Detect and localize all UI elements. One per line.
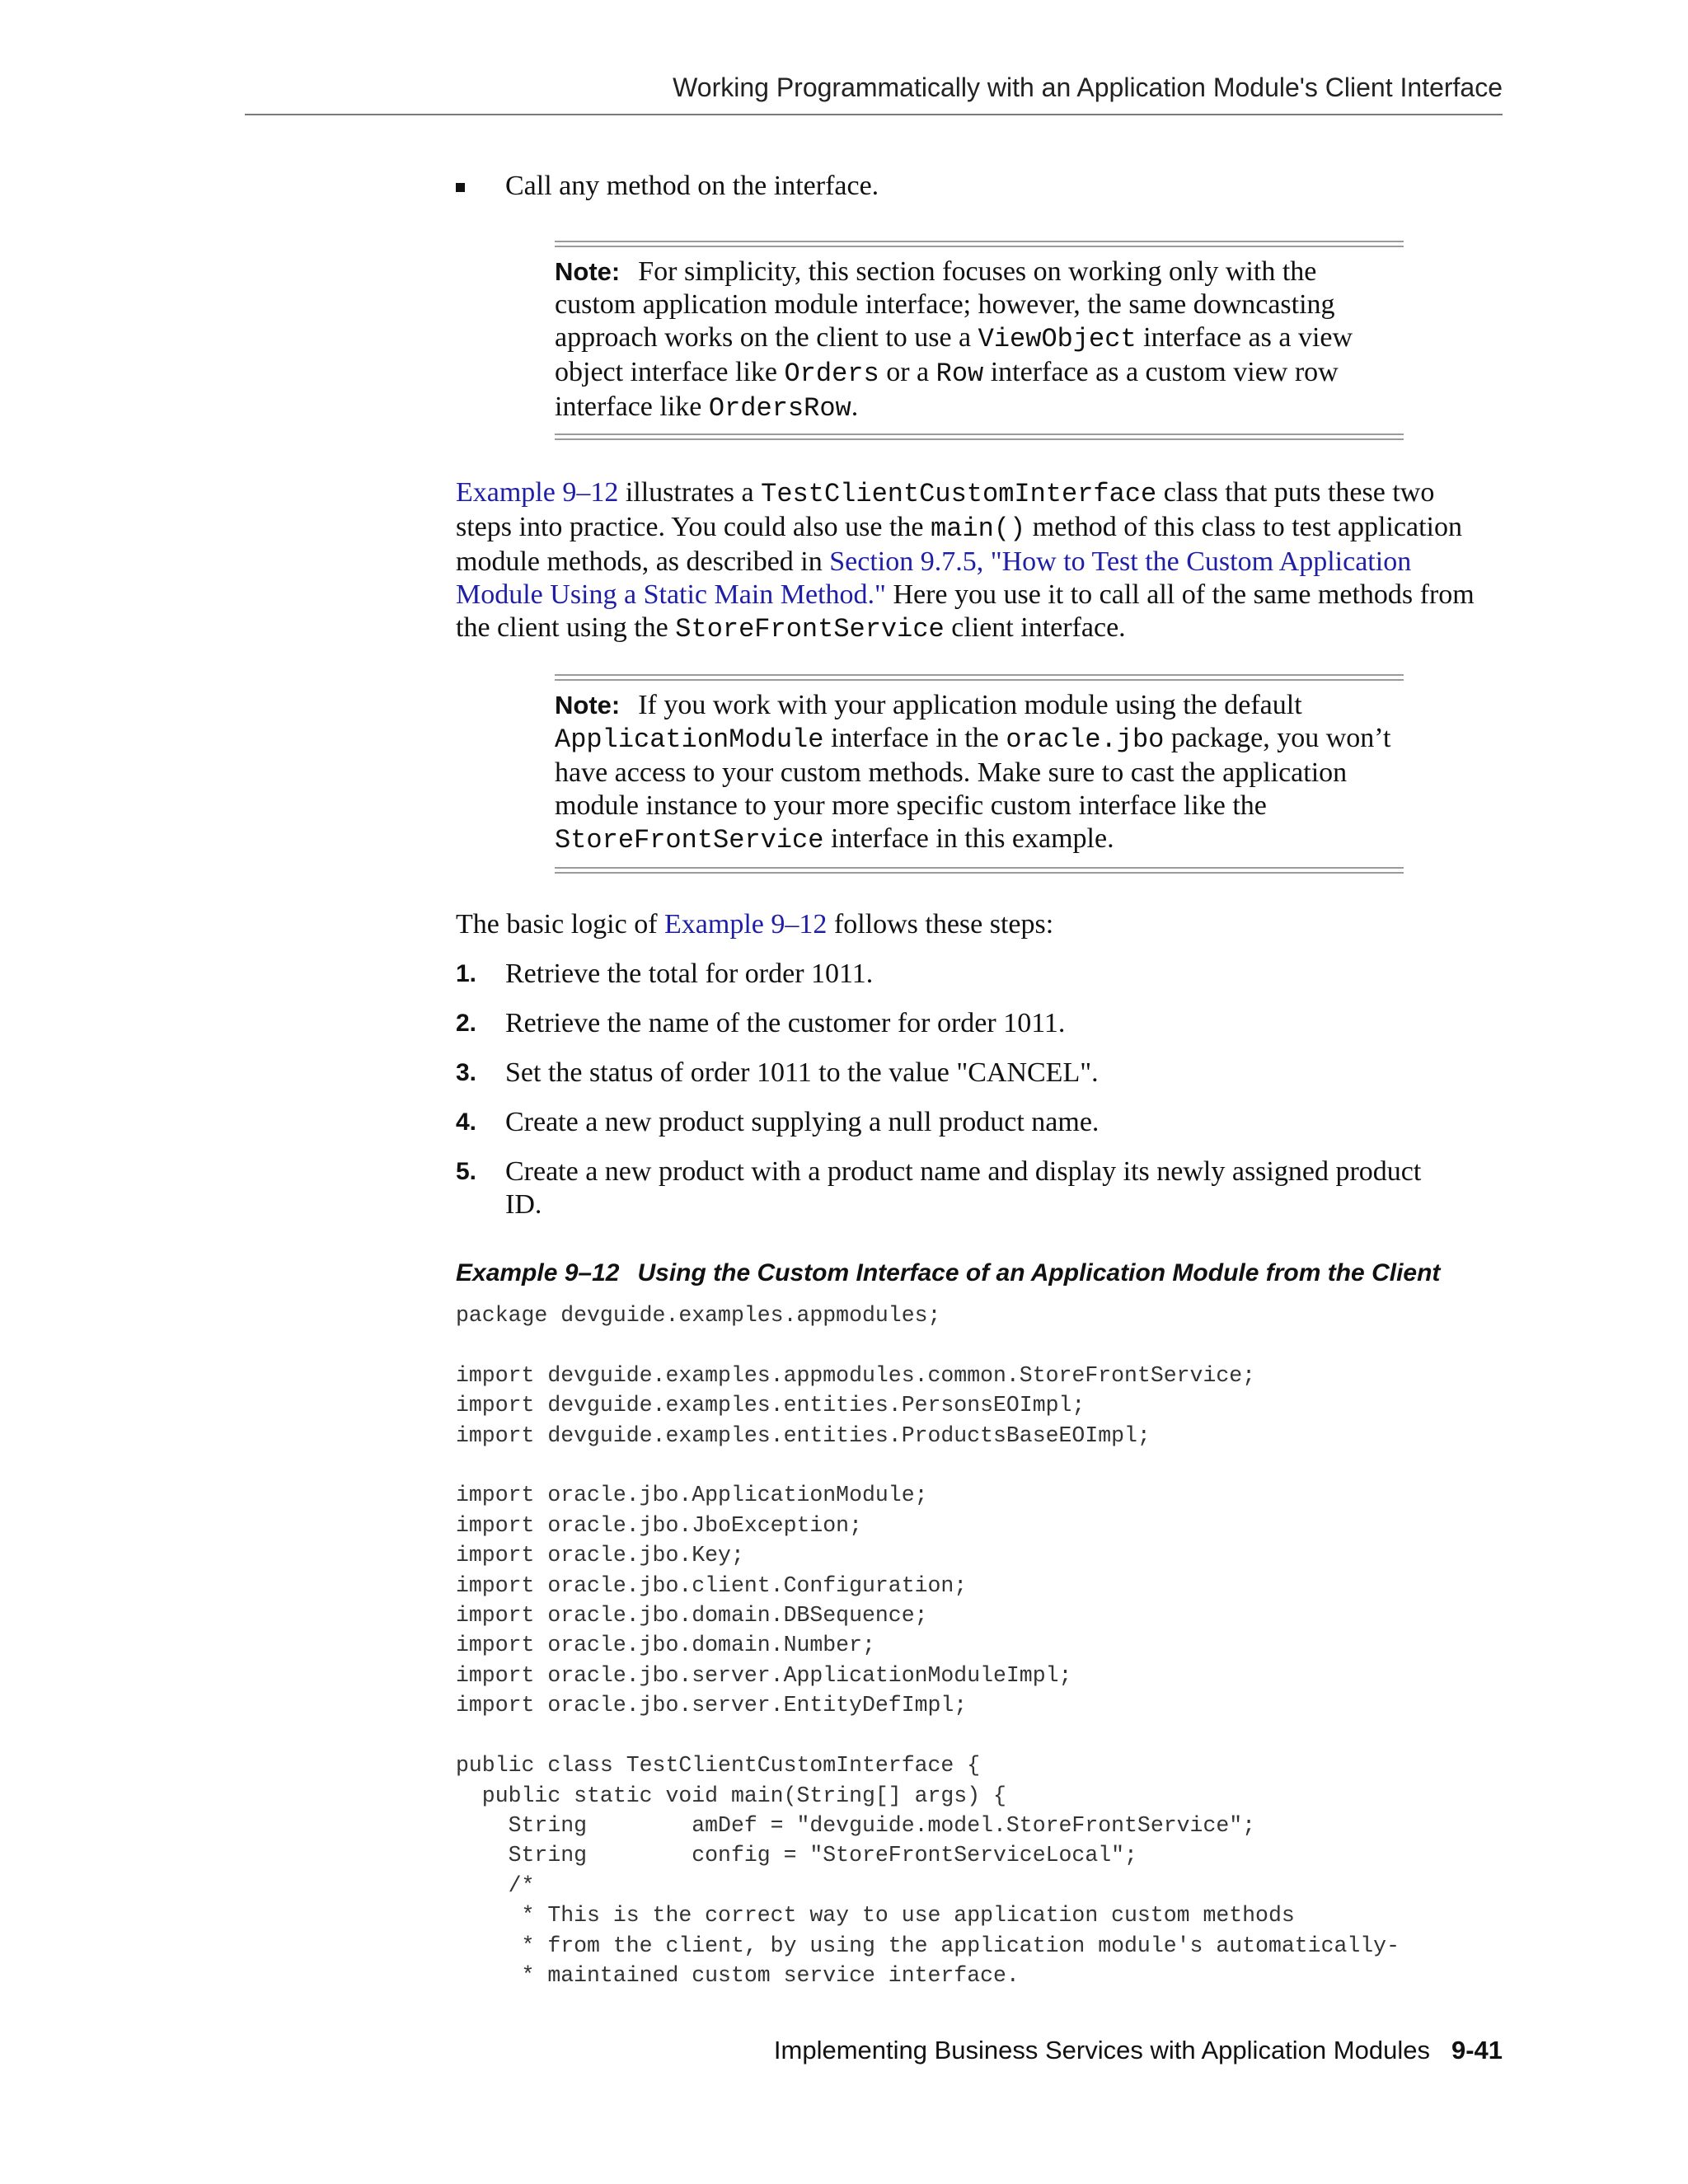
code-term: StoreFrontService: [675, 614, 945, 644]
step-number: 5.: [456, 1158, 477, 1185]
note-text: .: [851, 391, 859, 422]
step-number: 1.: [456, 960, 477, 987]
note-text: If you work with your application module using the default: [638, 690, 1302, 720]
note-box: [555, 255, 1404, 425]
step-text: Create a new product with a product name and display its newly assigned product ID.: [505, 1156, 1422, 1220]
list-item: [456, 1155, 1461, 1221]
note-label: Note:: [555, 691, 621, 719]
list-item: [456, 1007, 1494, 1040]
step-text: Create a new product supplying a null product name.: [505, 1107, 1100, 1137]
note-top-rule: [555, 674, 1404, 681]
example-caption: [456, 1259, 1440, 1287]
example-link[interactable]: Example 9–12: [456, 477, 619, 508]
code-listing: package devguide.examples.appmodules; import devguide.examples.appmodules.common.StoreFrontService; import devguide.examples.entities.PersonsEOImpl; import devguide.examples.entities.ProductsBaseEOImpl; import oracle.jbo.ApplicationModule; import oracle.jbo.JboException; import oracle.jbo.Key; import oracle.jbo.client.Configuration; import oracle.jbo.domain.DBSequence; import oracle.jbo.domain.Number; import oracle.jbo.server.ApplicationModuleImpl; import oracle.jbo.server.EntityDefImpl; public class TestClientCustomInterface { public static void main(String[] args) { String amDef = "devguide.model.StoreFrontService"; String config = "StoreFrontServiceLocal"; /* * This is the correct way to use application custom methods * from the client, by using the application module's automatically- * maintained custom service interface.: [456, 1303, 1400, 1988]
note-text: interface in the: [823, 723, 1006, 753]
code-term: StoreFrontService: [555, 825, 824, 855]
step-number: 2.: [456, 1010, 477, 1037]
paragraph-text: follows these steps:: [827, 909, 1054, 940]
note-text: interface as a custom view row interface like: [555, 357, 1339, 422]
step-text: Retrieve the name of the customer for order 1011.: [505, 1008, 1066, 1038]
footer-title: Implementing Business Services with Application Modules: [773, 2036, 1430, 2064]
step-text: Set the status of order 1011 to the value "CANCEL".: [505, 1057, 1099, 1088]
paragraph-text: method of this class to test application module methods, as described in: [456, 512, 1462, 577]
list-item: [456, 1057, 1494, 1090]
note-box: [555, 689, 1404, 857]
example-title-text: Using the Custom Interface of an Application Module from the Client: [637, 1259, 1441, 1286]
paragraph-text: illustrates a: [618, 477, 762, 508]
note-text: interface in this example.: [823, 823, 1114, 854]
note-label: Note:: [555, 257, 621, 286]
note-top-rule: [555, 241, 1404, 247]
step-number: 4.: [456, 1108, 477, 1136]
step-number: 3.: [456, 1059, 477, 1086]
paragraph-text: The basic logic of: [456, 909, 665, 940]
code-term: ApplicationModule: [555, 724, 824, 755]
code-term: oracle.jbo: [1006, 724, 1165, 755]
note-text: interface as a view object interface like: [555, 322, 1353, 387]
paragraph-text: class that puts these two steps into practice. You could also use the: [456, 477, 1435, 542]
note-bottom-rule: [555, 867, 1404, 874]
running-header: Working Programmatically with an Application Module's Client Interface: [673, 73, 1503, 102]
code-term: main(): [931, 513, 1026, 544]
list-item: [456, 1106, 1494, 1139]
step-text: Retrieve the total for order 1011.: [505, 958, 874, 989]
code-term: TestClientCustomInterface: [761, 479, 1157, 509]
header-rule: [245, 114, 1503, 115]
list-item: [456, 958, 1494, 991]
note-bottom-rule: [555, 434, 1404, 440]
note-text: package, you won’t have access to your custom methods. Make sure to cast the application module instance to your more specific custom interface like the: [555, 723, 1391, 821]
body-paragraph: [456, 908, 1494, 941]
bullet-square-icon: [456, 183, 465, 192]
page-number: 9-41: [1451, 2036, 1503, 2064]
code-term: ViewObject: [978, 324, 1137, 354]
note-text: or a: [879, 357, 936, 387]
code-term: Orders: [784, 359, 879, 389]
bullet-text: Call any method on the interface.: [505, 171, 879, 201]
example-number: Example 9–12: [456, 1259, 620, 1286]
steps-list: [456, 958, 1494, 1238]
paragraph-text: Here you use it to call all of the same methods from the client using the: [456, 579, 1475, 643]
example-link[interactable]: Example 9–12: [664, 909, 828, 940]
code-term: OrdersRow: [708, 393, 851, 424]
note-text: For simplicity, this section focuses on working only with the custom application module interface; however, the same downcasting approach works on the client to use a: [555, 256, 1335, 353]
page-footer: [774, 2036, 1503, 2065]
code-term: Row: [935, 359, 984, 389]
paragraph-text: client interface.: [944, 612, 1126, 643]
body-paragraph: [456, 476, 1494, 646]
section-link[interactable]: Section 9.7.5, "How to Test the Custom Application Module Using a Static Main Method.": [456, 546, 1412, 610]
